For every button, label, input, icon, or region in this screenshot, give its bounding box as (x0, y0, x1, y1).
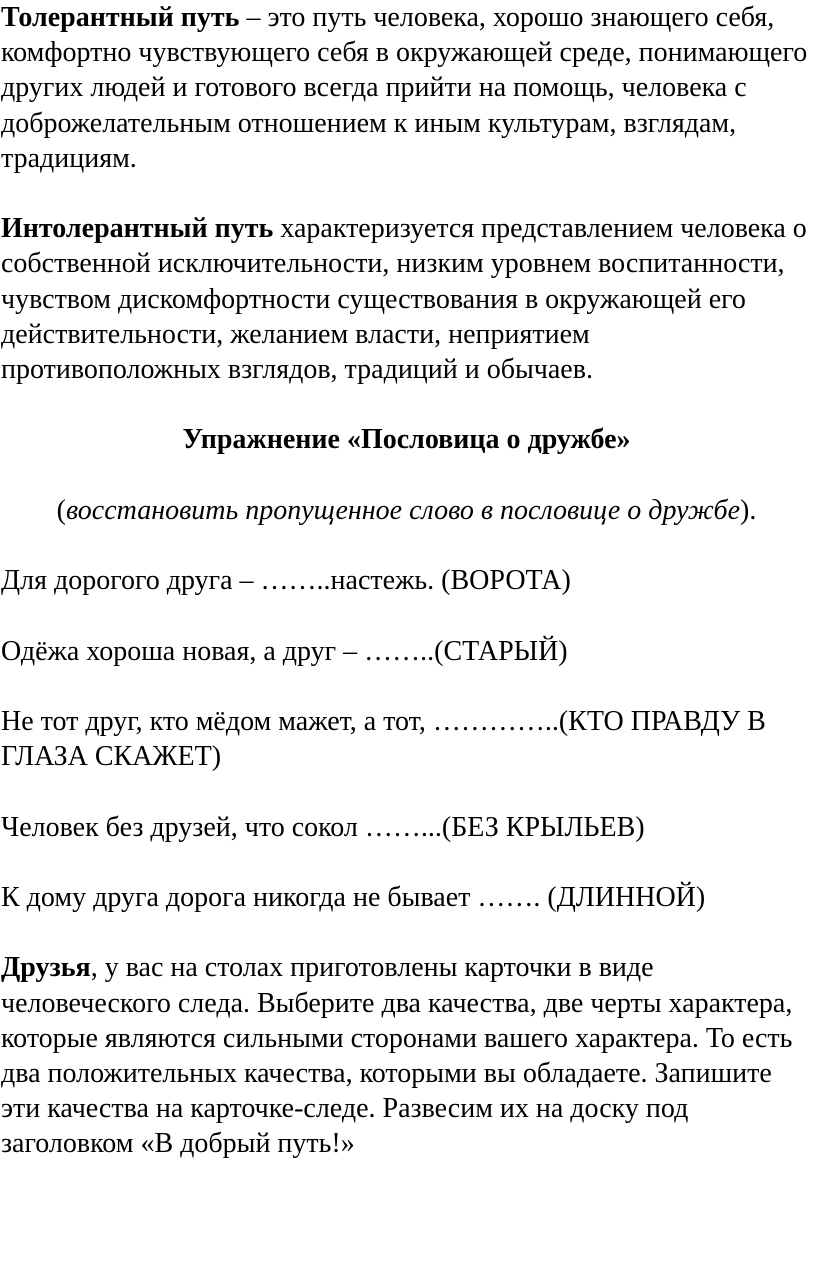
friends-task-text: , у вас на столах приготовлены карточки в виде человеческого следа. Выберите два качества, две черты характера, которые являются сильными сторонами вашего характера. То есть два положительных качества, которыми вы обладаете. Запишите эти качества на карточке-следе. Развесим их на доску под заголовком «В добрый путь!» (1, 952, 793, 1160)
spacer (1, 774, 812, 809)
spacer (1, 176, 812, 211)
exercise-instruction (1, 493, 812, 528)
instruction-close-paren: ). (740, 494, 757, 526)
spacer (1, 669, 812, 704)
spacer (1, 458, 812, 493)
term-intolerant-path: Интолерантный путь (1, 213, 274, 245)
spacer (1, 528, 812, 563)
term-tolerant-path: Толерантный путь (1, 2, 240, 33)
proverb-item: Одёжа хороша новая, а друг – ……..(СТАРЫЙ) (1, 635, 568, 667)
paragraph-tolerant-path (1, 0, 812, 176)
paragraph-friends-task (1, 950, 812, 1161)
instruction-text: восстановить пропущенное слово в пословице о дружбе (66, 494, 740, 526)
term-friends: Друзья (1, 952, 91, 984)
paragraph-intolerant-path (1, 211, 812, 387)
exercise-title-text: Упражнение «Пословица о дружбе» (182, 424, 631, 456)
definition-intolerant-path: характеризуется представлением человека о собственной исключительности, низким уровнем воспитанности, чувством дискомфортности существования в окружающей его действительности, желанием власти, неприятием противоположных взглядов, традиций и обычаев. (1, 213, 807, 386)
exercise-title (1, 422, 812, 457)
proverb-item: Человек без друзей, что сокол ……...(БЕЗ КРЫЛЬЕВ) (1, 811, 645, 843)
proverb-item: Для дорогого друга – ……..настежь. (ВОРОТА) (1, 565, 571, 597)
spacer (1, 915, 812, 950)
spacer (1, 845, 812, 880)
proverb-item: Не тот друг, кто мёдом мажет, а тот, …………..(КТО ПРАВДУ В ГЛАЗА СКАЖЕТ) (1, 705, 766, 773)
proverb-item: К дому друга дорога никогда не бывает ……. (ДЛИННОЙ) (1, 881, 706, 913)
spacer (1, 598, 812, 633)
spacer (1, 387, 812, 422)
instruction-open-paren: ( (56, 494, 66, 526)
definition-tolerant-path: – это путь человека, хорошо знающего себя, комфортно чувствующего себя в окружающей среде, понимающего других людей и готового всегда прийти на помощь, человека с доброжелательным отношением к иным культурам, взглядам, традициям. (1, 2, 808, 174)
